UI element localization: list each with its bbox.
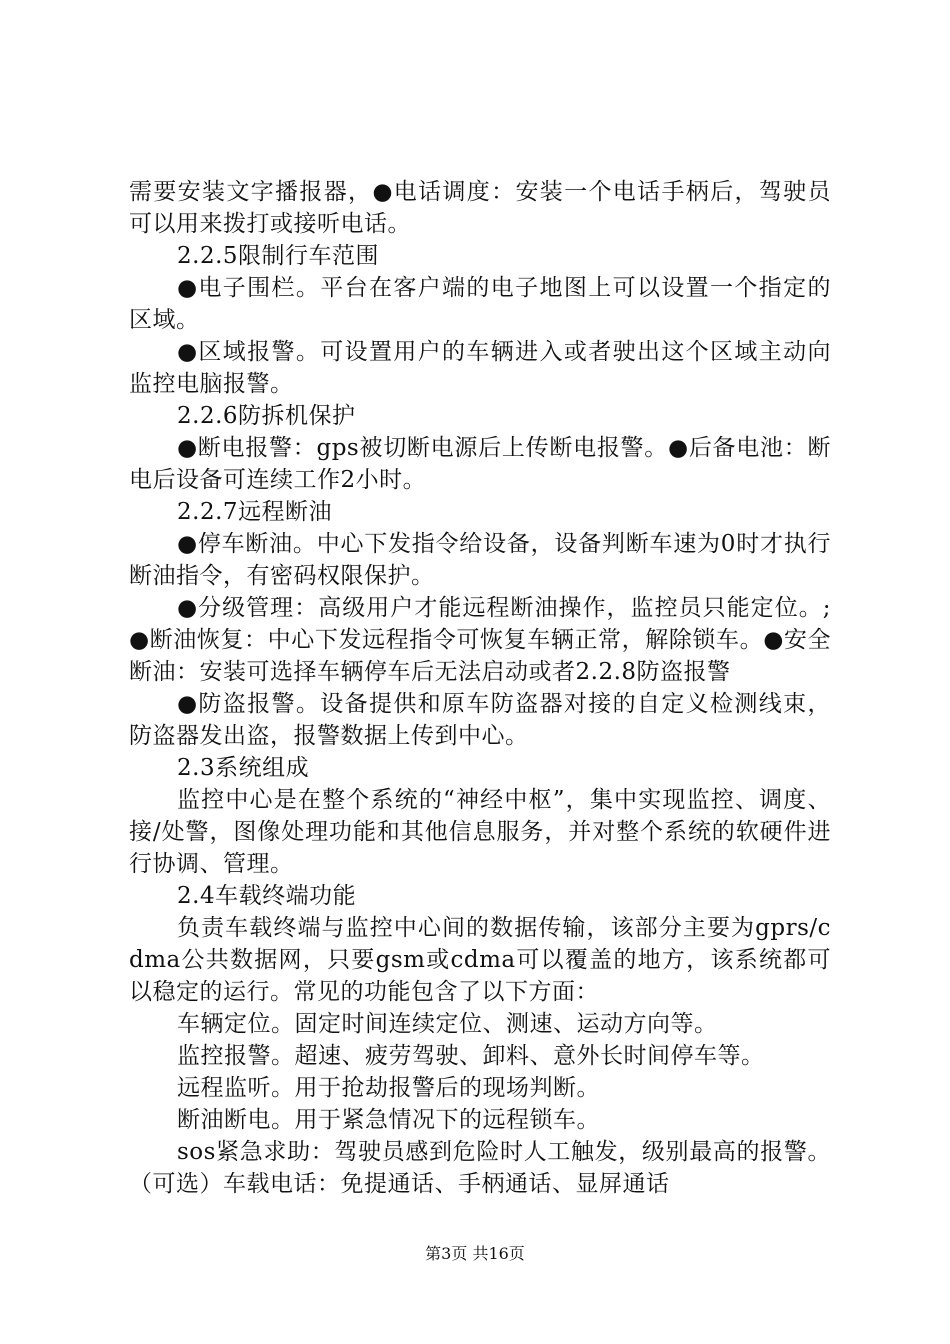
section-heading: 2.2.6防拆机保护 xyxy=(177,403,356,429)
document-body xyxy=(129,176,831,1200)
paragraph: ●电子围栏。平台在客户端的电子地图上可以设置一个指定的区域。 xyxy=(129,275,831,333)
paragraph: 车辆定位。固定时间连续定位、测速、运动方向等。 xyxy=(177,1011,718,1037)
section-heading: 2.3系统组成 xyxy=(177,755,310,781)
paragraph: ●断电报警：gps被切断电源后上传断电报警。●后备电池：断电后设备可连续工作2小时。 xyxy=(129,435,831,493)
paragraph: 需要安装文字播报器，●电话调度：安装一个电话手柄后，驾驶员可以用来拨打或接听电话。 xyxy=(129,179,831,237)
paragraph: ●区域报警。可设置用户的车辆进入或者驶出这个区域主动向监控电脑报警。 xyxy=(129,339,831,397)
paragraph: ●停车断油。中心下发指令给设备，设备判断车速为0时才执行断油指令，有密码权限保护。 xyxy=(129,531,831,589)
paragraph: 监控报警。超速、疲劳驾驶、卸料、意外长时间停车等。 xyxy=(177,1043,765,1069)
page-number-footer: 第3页 共16页 xyxy=(425,1244,525,1263)
paragraph: 断油断电。用于紧急情况下的远程锁车。 xyxy=(177,1107,600,1133)
paragraph: sos紧急求助：驾驶员感到危险时人工触发，级别最高的报警。（可选）车载电话：免提通话、手柄通话、显屏通话 xyxy=(129,1139,831,1197)
section-heading: 2.2.7远程断油 xyxy=(177,499,333,525)
paragraph: ●分级管理：高级用户才能远程断油操作，监控员只能定位。;●断油恢复：中心下发远程指令可恢复车辆正常，解除锁车。●安全断油：安装可选择车辆停车后无法启动或者2.2.8防盗报警 xyxy=(129,595,831,685)
paragraph: 远程监听。用于抢劫报警后的现场判断。 xyxy=(177,1075,600,1101)
paragraph: 监控中心是在整个系统的“神经中枢”，集中实现监控、调度、接/处警，图像处理功能和其他信息服务，并对整个系统的软硬件进行协调、管理。 xyxy=(129,787,831,877)
section-heading: 2.4车载终端功能 xyxy=(177,883,357,909)
section-heading: 2.2.5限制行车范围 xyxy=(177,243,380,269)
paragraph: ●防盗报警。设备提供和原车防盗器对接的自定义检测线束，防盗器发出盗，报警数据上传到中心。 xyxy=(129,691,831,749)
paragraph: 负责车载终端与监控中心间的数据传输，该部分主要为gprs/cdma公共数据网，只要gsm或cdma可以覆盖的地方，该系统都可以稳定的运行。常见的功能包含了以下方面： xyxy=(129,915,831,1005)
